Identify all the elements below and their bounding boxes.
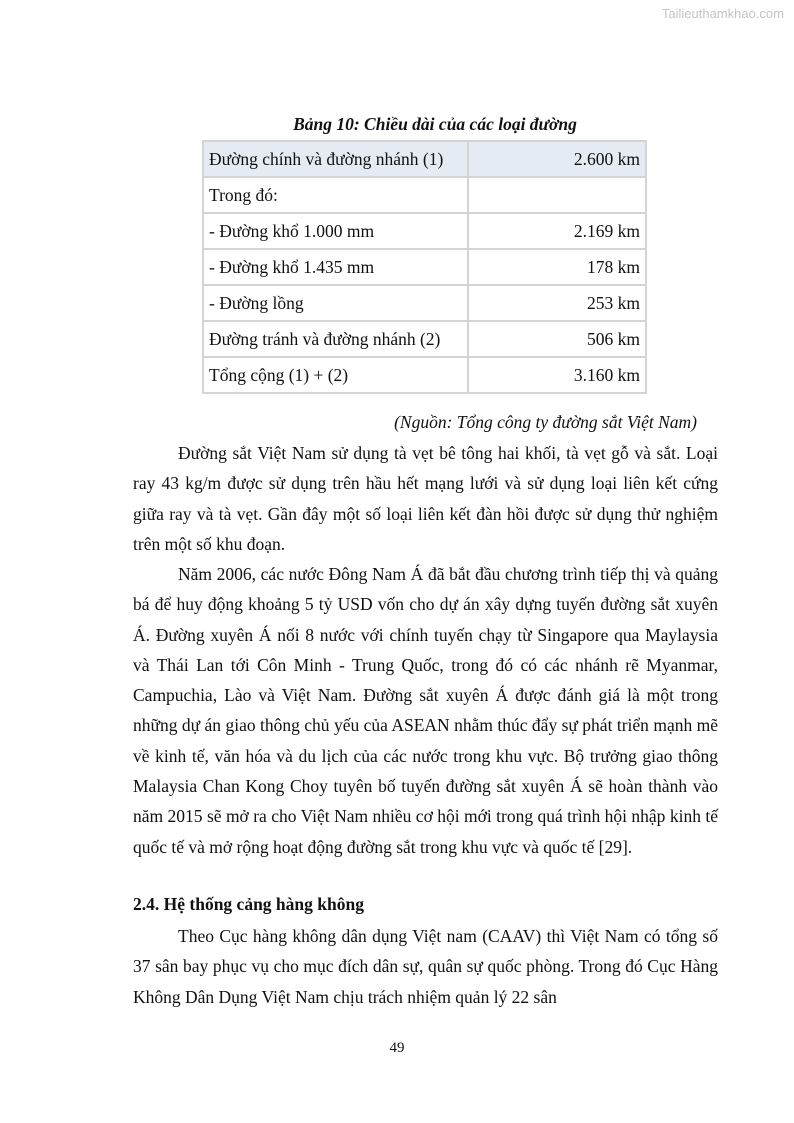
row-label: - Đường lồng: [203, 285, 468, 321]
table-row: [203, 321, 646, 357]
row-value: 506 km: [468, 321, 646, 357]
row-value: 253 km: [468, 285, 646, 321]
row-label: Đường chính và đường nhánh (1): [203, 141, 468, 177]
table-caption: Bảng 10: Chiều dài của các loại đường: [293, 114, 577, 134]
table-row: [203, 177, 646, 213]
row-value: 2.600 km: [468, 141, 646, 177]
row-value: 178 km: [468, 249, 646, 285]
row-value: [468, 177, 646, 213]
table-row: [203, 213, 646, 249]
table-row: [203, 357, 646, 393]
page-number: 49: [389, 1040, 405, 1056]
row-value: 3.160 km: [468, 357, 646, 393]
row-label: - Đường khổ 1.000 mm: [203, 213, 468, 249]
table-row: [203, 285, 646, 321]
row-label: Tổng cộng (1) + (2): [203, 357, 468, 393]
paragraph-trans-asia-railway: Năm 2006, các nước Đông Nam Á đã bắt đầu chương trình tiếp thị và quảng bá để huy động khoảng 5 tỷ USD vốn cho dự án xây dựng tuyến đường sắt xuyên Á. Đường xuyên Á nối 8 nước với chính tuyến chạy từ Singapore qua Maylaysia và Thái Lan tới Côn Minh - Trung Quốc, trong đó có các nhánh rẽ Myanmar, Campuchia, Lào và Việt Nam. Đường sắt xuyên Á được đánh giá là một trong những dự án giao thông chủ yếu của ASEAN nhằm thúc đẩy sự phát triển mạnh mẽ về kinh tế, văn hóa và du lịch của các nước trong khu vực. Bộ trưởng giao thông Malaysia Chan Kong Choy tuyên bố tuyến đường sắt xuyên Á sẽ hoàn thành vào năm 2015 sẽ mở ra cho Việt Nam nhiều cơ hội mới trong quá trình hội nhập kinh tế quốc tế và mở rộng hoạt động đường sắt trong khu vực và quốc tế [29].: [133, 564, 718, 857]
paragraph-railway-sleepers: Đường sắt Việt Nam sử dụng tà vẹt bê tông hai khối, tà vẹt gỗ và sắt. Loại ray 43 kg/m được sử dụng trên hầu hết mạng lưới và sử dụng loại liên kết cứng giữa ray và tà vẹt. Gần đây một số loại liên kết đàn hồi được sử dụng thử nghiệm trên một số khu đoạn.: [133, 443, 718, 554]
road-length-table: [202, 140, 647, 394]
watermark: Tailieuthamkhao.com: [661, 6, 784, 21]
table-source: (Nguồn: Tổng công ty đường sắt Việt Nam): [394, 412, 697, 432]
table-row: [203, 141, 646, 177]
paragraph-airports: Theo Cục hàng không dân dụng Việt nam (CAAV) thì Việt Nam có tổng số 37 sân bay phục vụ cho mục đích dân sự, quân sự quốc phòng. Trong đó Cục Hàng Không Dân Dụng Việt Nam chịu trách nhiệm quản lý 22 sân: [133, 926, 718, 1007]
row-label: Trong đó:: [203, 177, 468, 213]
table-row: [203, 249, 646, 285]
row-value: 2.169 km: [468, 213, 646, 249]
row-label: Đường tránh và đường nhánh (2): [203, 321, 468, 357]
section-heading: 2.4. Hệ thống cảng hàng không: [133, 894, 364, 914]
row-label: - Đường khổ 1.435 mm: [203, 249, 468, 285]
